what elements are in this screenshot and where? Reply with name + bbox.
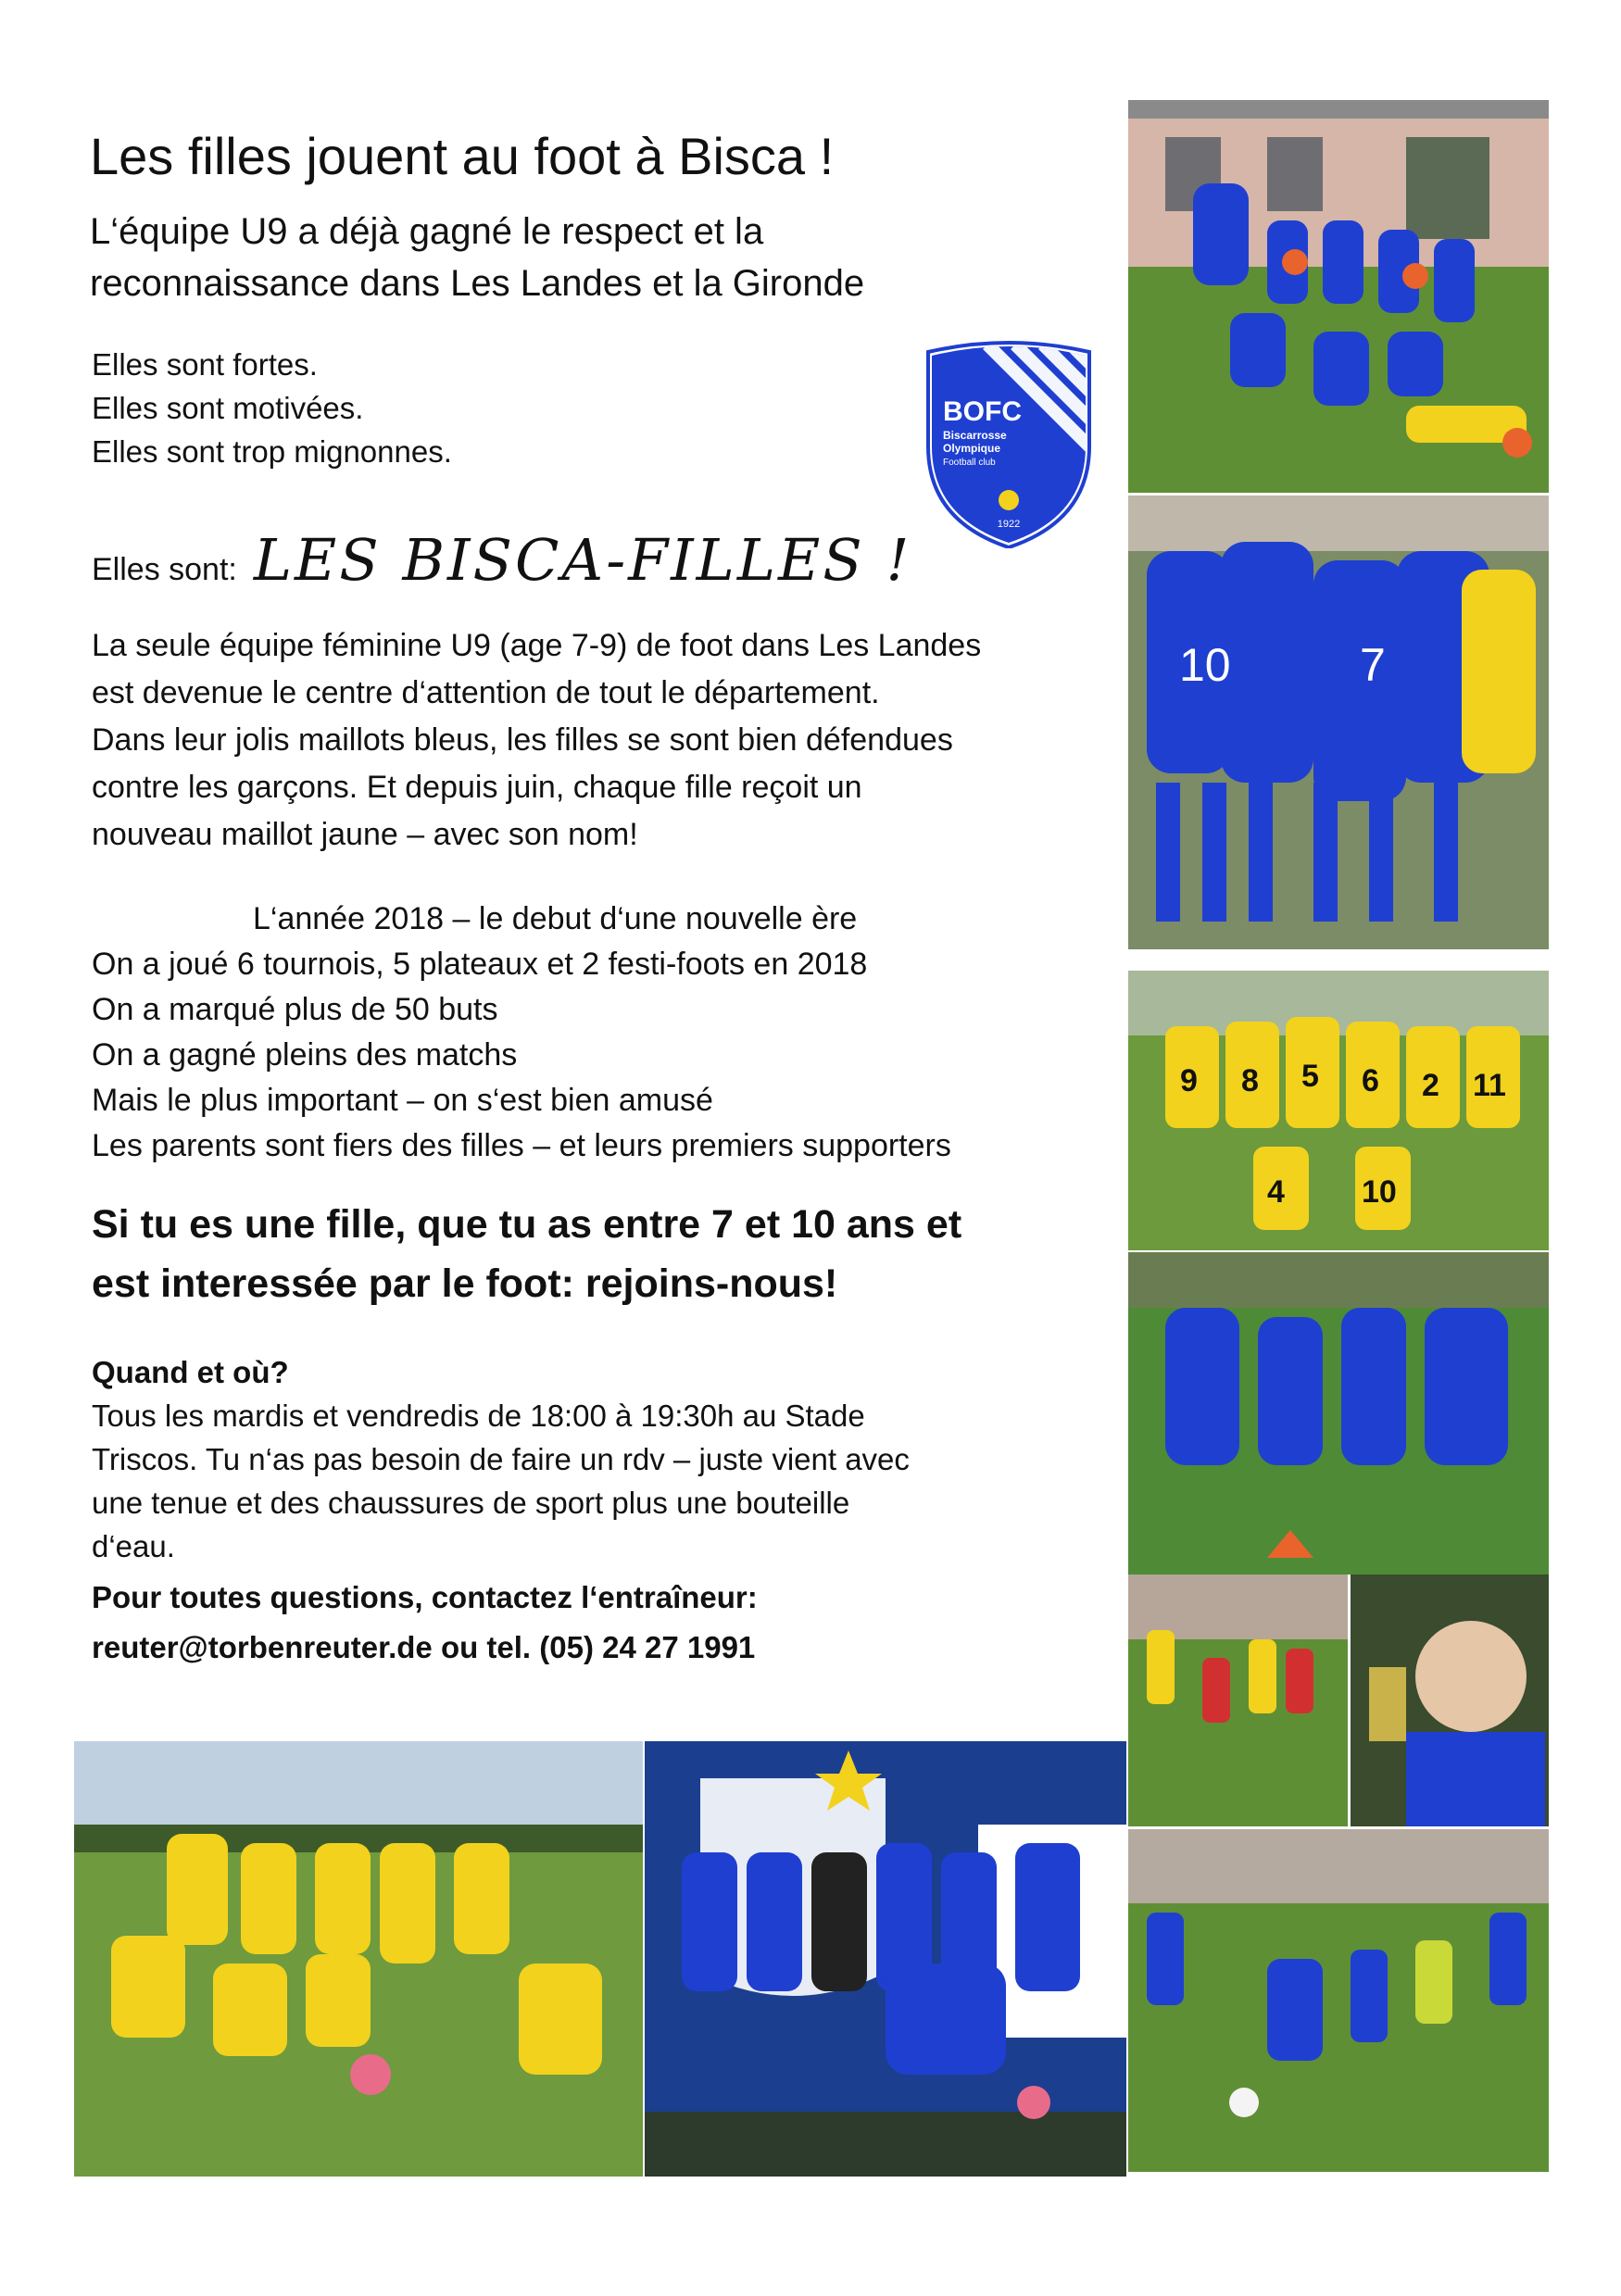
subtitle-line: reconnaissance dans Les Landes et la Gironde [90,263,865,304]
call-to-action [92,1195,961,1313]
svg-text:9: 9 [1180,1063,1198,1098]
page-title: Les filles jouent au foot à Bisca ! [90,127,835,185]
quality-line: Elles sont fortes. [92,347,318,382]
intro-paragraph [92,622,981,859]
svg-text:8: 8 [1241,1063,1259,1098]
yellow-team-photo [74,1741,643,2177]
team-huddle-photo [1128,496,1549,949]
team-tagline [92,528,911,602]
intro-line: La seule équipe féminine U9 (age 7-9) de foot dans Les Landes [92,628,982,663]
logo-name: Olympique [943,442,1001,455]
club-logo [923,335,1095,548]
schedule-line: d‘eau. [92,1529,175,1563]
contact-email-phone: reuter@torbenreuter.de ou tel. (05) 24 27 1991 [92,1630,756,1664]
svg-text:10: 10 [1179,639,1231,691]
intro-line: contre les garçons. Et depuis juin, chaque fille reçoit un [92,770,862,805]
quality-line: Elles sont motivées. [92,391,364,425]
schedule-line: Triscos. Tu n‘as pas besoin de faire un rdv – juste vient avec [92,1442,910,1476]
schedule-block [92,1350,910,1568]
svg-text:2: 2 [1422,1068,1439,1103]
team-with-coach-photo [645,1741,1126,2177]
season-item: On a marqué plus de 50 buts [92,992,498,1027]
qualities-list [92,343,452,473]
contact-line: Pour toutes questions, contactez l‘entraîneur: [92,1580,758,1614]
intro-line: Dans leur jolis maillots bleus, les filles se sont bien défendues [92,722,953,758]
season-item: Les parents sont fiers des filles – et leurs premiers supporters [92,1128,951,1163]
season-heading: L‘année 2018 – le debut d‘une nouvelle ère [253,901,858,936]
contact-block [92,1573,758,1673]
quality-line: Elles sont trop mignonnes. [92,434,452,469]
subtitle-line: L‘équipe U9 a déjà gagné le respect et la [90,211,764,252]
schedule-line: Tous les mardis et vendredis de 18:00 à 19:30h au Stade [92,1399,865,1433]
svg-text:5: 5 [1301,1059,1319,1094]
blue-match-photo [1128,1829,1549,2172]
season-summary [92,897,951,1169]
svg-text:4: 4 [1267,1174,1285,1210]
trophy-selfie-photo [1351,1575,1549,1826]
schedule-heading: Quand et où? [92,1355,289,1389]
svg-text:11: 11 [1473,1068,1506,1103]
logo-name: Football club [943,458,996,468]
team-photo-blue-group [1128,100,1549,493]
svg-text:7: 7 [1360,639,1386,691]
season-item: Mais le plus important – on s‘est bien amusé [92,1083,713,1118]
intro-line: est devenue le centre d‘attention de tout le département. [92,675,880,710]
logo-year: 1922 [997,519,1021,530]
yellow-jerseys-back-photo [1128,971,1549,1250]
svg-text:10: 10 [1362,1174,1397,1210]
tagline-prefix: Elles sont: [92,552,237,587]
blue-team-posing-photo [1128,1252,1549,1575]
svg-text:6: 6 [1362,1063,1379,1098]
team-name: LES BISCA-FILLES ! [253,526,912,594]
schedule-line: une tenue et des chaussures de sport plus une bouteille [92,1486,850,1520]
intro-line: nouveau maillot jaune – avec son nom! [92,817,638,852]
season-item: On a joué 6 tournois, 5 plateaux et 2 festi-foots en 2018 [92,947,868,982]
season-item: On a gagné pleins des matchs [92,1037,518,1073]
cta-line: est interessée par le foot: rejoins-nous! [92,1261,838,1306]
logo-name: Biscarrosse [943,429,1007,442]
cta-line: Si tu es une fille, que tu as entre 7 et 10 ans et [92,1202,962,1247]
match-action-photo [1128,1575,1348,1826]
logo-initials: BOFC [943,396,1022,427]
page-subtitle [90,206,864,309]
